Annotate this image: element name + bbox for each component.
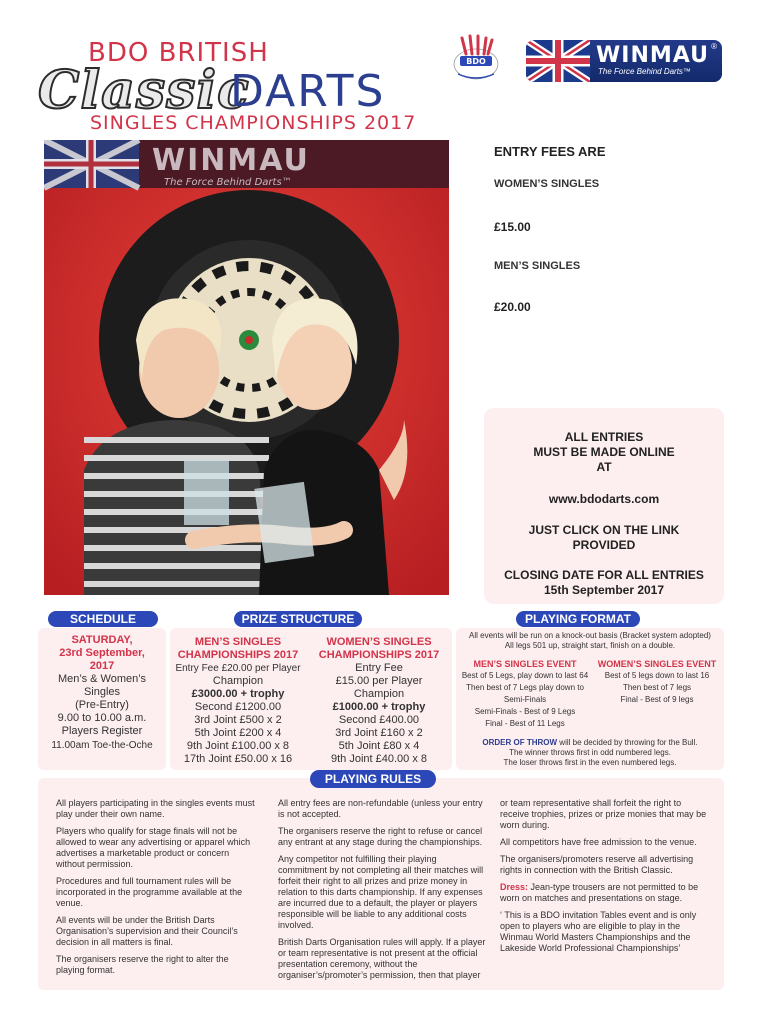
mens-prize-title2: CHAMPIONSHIPS 2017 bbox=[177, 649, 299, 661]
title-bdo-british: BDO BRITISH bbox=[88, 38, 269, 68]
schedule-line4: 9.00 to 10.00 a.m. bbox=[57, 712, 147, 724]
bdo-logo-text: BDO bbox=[466, 57, 486, 66]
order-line3: The loser throws first in the even numbered legs. bbox=[503, 758, 677, 767]
mens-event-line: Final - Best of 11 Legs bbox=[485, 719, 565, 728]
website-link[interactable]: www.bdodarts.com bbox=[548, 492, 660, 506]
mens-event-line: Best of 5 Legs, play down to last 64 bbox=[461, 671, 589, 680]
prize-panel bbox=[170, 628, 452, 770]
rule-paragraph: All competitors have free admission to the venue. bbox=[500, 837, 697, 847]
format-intro2: All legs 501 up, straight start, finish on a double. bbox=[504, 641, 676, 650]
womens-prize-line: Entry Fee bbox=[355, 662, 403, 674]
mens-fee-amount: £20.00 bbox=[494, 300, 531, 314]
closing-date-label: CLOSING DATE FOR ALL ENTRIES bbox=[504, 568, 704, 582]
womens-event-line: Then best of 7 legs bbox=[622, 683, 692, 692]
schedule-day: SATURDAY, bbox=[71, 634, 133, 646]
womens-prize-line: 9th Joint £40.00 x 8 bbox=[330, 753, 427, 765]
bdo-logo bbox=[448, 34, 504, 82]
womens-prize-title2: CHAMPIONSHIPS 2017 bbox=[318, 649, 440, 661]
rule-paragraph: The organisers reserve the right to alter the playing format. bbox=[56, 954, 229, 975]
schedule-line3: (Pre-Entry) bbox=[75, 699, 129, 711]
entries-line2: MUST BE MADE ONLINE bbox=[533, 445, 675, 459]
mens-prize-line: Champion bbox=[212, 675, 264, 687]
mens-prize-line: 17th Joint £50.00 x 16 bbox=[183, 753, 293, 765]
womens-event-title: WOMEN’S SINGLES EVENT bbox=[597, 659, 717, 669]
winmau-logo-text: WINMAU bbox=[596, 43, 709, 68]
mens-prize-line: Second £1200.00 bbox=[194, 701, 282, 713]
winners-photo bbox=[44, 140, 449, 595]
rule-paragraph: British Darts Organisation rules will apply. If a player or team representative is not present at the official presentation ceremony, without the organiser’s/promoter’s permission, then that player bbox=[278, 937, 486, 980]
schedule-line1: Men’s & Women’s bbox=[57, 673, 147, 685]
rules-panel bbox=[38, 778, 724, 990]
mens-event-line: Semi-Finals bbox=[503, 695, 547, 704]
rules-column-2 bbox=[278, 798, 488, 987]
mens-event-title: MEN’S SINGLES EVENT bbox=[473, 659, 577, 669]
schedule-date: 23rd September, bbox=[59, 647, 145, 659]
registered-mark: ® bbox=[711, 42, 717, 51]
entries-line3: AT bbox=[596, 460, 612, 474]
womens-prize-line: Second £400.00 bbox=[338, 714, 420, 726]
rule-paragraph: or team representative shall forfeit the right to receive trophies, prizes or prize monies that may be worn during. bbox=[500, 798, 707, 830]
winmau-tagline: The Force Behind Darts™ bbox=[598, 67, 691, 76]
order-line2: The winner throws first in odd numbered legs. bbox=[509, 748, 671, 757]
dress-text: Jean-type trousers are not permitted to be worn on matches and presentations on stage. bbox=[500, 882, 699, 903]
photo-illustration bbox=[44, 140, 449, 595]
title-darts: DARTS bbox=[230, 66, 386, 117]
entry-fees-panel bbox=[484, 138, 724, 400]
womens-fee-amount: £15.00 bbox=[494, 220, 531, 234]
womens-prize-line: £1000.00 + trophy bbox=[332, 701, 426, 713]
rules-column-1 bbox=[56, 798, 258, 982]
rule-paragraph: Players who qualify for stage finals will not be allowed to wear any advertising or apparel which advertises a marketable product or concern without permission. bbox=[56, 826, 251, 869]
click-link-line1: JUST CLICK ON THE LINK bbox=[528, 523, 680, 537]
rules-heading: PLAYING RULES bbox=[310, 770, 436, 788]
schedule-heading: SCHEDULE bbox=[48, 611, 158, 627]
entries-line1: ALL ENTRIES bbox=[564, 430, 644, 444]
schedule-year: 2017 bbox=[89, 660, 115, 672]
photo-banner-text: WINMAU bbox=[152, 143, 310, 178]
order-of-throw-text: will be decided by throwing for the Bull. bbox=[557, 738, 698, 747]
rule-paragraph: Procedures and full tournament rules will be incorporated in the programme available at the venue. bbox=[56, 876, 243, 908]
womens-prize-line: £15.00 per Player bbox=[335, 675, 423, 687]
rule-paragraph: The organisers reserve the right to refuse or cancel any entrant at any stage during the championships. bbox=[278, 826, 483, 847]
mens-prize-line: Entry Fee £20.00 per Player bbox=[175, 663, 301, 674]
schedule-line2: Singles bbox=[83, 686, 121, 698]
format-intro1: All events will be run on a knock-out basis (Bracket system adopted) bbox=[469, 631, 711, 640]
womens-fee-label: WOMEN’S SINGLES bbox=[494, 178, 600, 190]
order-of-throw bbox=[456, 738, 724, 748]
mens-prize-line: 3rd Joint £500 x 2 bbox=[194, 714, 282, 726]
photo-banner-tagline: The Force Behind Darts™ bbox=[164, 177, 292, 188]
mens-prize-line: £3000.00 + trophy bbox=[191, 688, 285, 700]
schedule-line5: Players Register bbox=[61, 725, 143, 737]
prize-heading: PRIZE STRUCTURE bbox=[234, 611, 362, 627]
format-panel bbox=[456, 628, 724, 770]
title-classic: Classic bbox=[38, 60, 250, 121]
entry-fees-title: ENTRY FEES ARE bbox=[494, 144, 606, 159]
womens-prize-line: 5th Joint £80 x 4 bbox=[338, 740, 420, 752]
winmau-logo bbox=[526, 40, 722, 82]
mens-event-line: Then best of 7 Legs play down to bbox=[466, 683, 584, 692]
mens-prize-line: 5th Joint £200 x 4 bbox=[194, 727, 282, 739]
womens-prize-line: 3rd Joint £160 x 2 bbox=[335, 727, 423, 739]
rule-paragraph: All events will be under the British Darts Organisation’s supervision and their Council’s decision in all matters is final. bbox=[56, 915, 238, 947]
rules-column-3 bbox=[500, 798, 712, 960]
mens-event-line: Semi-Finals - Best of 9 Legs bbox=[474, 707, 576, 716]
dress-label: Dress: bbox=[500, 882, 529, 892]
rule-paragraph: All players participating in the singles events must play under their own name. bbox=[56, 798, 255, 819]
title-singles-championships: SINGLES CHAMPIONSHIPS 2017 bbox=[90, 112, 417, 134]
schedule-line6: 11.00am Toe-the-Oche bbox=[51, 740, 153, 751]
schedule-panel bbox=[38, 628, 166, 770]
order-of-throw-label: ORDER OF THROW bbox=[482, 738, 558, 747]
format-heading: PLAYING FORMAT bbox=[516, 611, 640, 627]
rule-paragraph: ‘ This is a BDO invitation Tables event and is only open to players who are eligible to play in the Winmau World Masters Championships and the Lakeside World Professional Championships’ bbox=[500, 910, 697, 953]
click-link-line2: PROVIDED bbox=[572, 538, 636, 552]
rule-dress bbox=[500, 882, 712, 904]
womens-event-line: Best of 5 legs down to last 16 bbox=[604, 671, 710, 680]
closing-date-value: 15th September 2017 bbox=[543, 583, 665, 597]
union-flag-icon bbox=[526, 40, 590, 82]
womens-prize-title1: WOMEN’S SINGLES bbox=[326, 636, 432, 648]
mens-prize-title1: MEN’S SINGLES bbox=[194, 636, 282, 648]
rule-paragraph: The organisers/promoters reserve all advertising rights in connection with the British Classic. bbox=[500, 854, 694, 875]
womens-event-line: Final - Best of 9 legs bbox=[620, 695, 694, 704]
online-entries-panel bbox=[484, 408, 724, 604]
womens-prize-line: Champion bbox=[353, 688, 405, 700]
rule-paragraph: All entry fees are non-refundable (unless your entry is not accepted. bbox=[278, 798, 483, 819]
rule-paragraph: Any competitor not fulfilling their playing commitment by not completing all their matches will forfeit their right to all prizes and prize money in relation to this darts championship. If any expenses are incurred due to a default, the player or players responsible will be liable to any additional costs involved. bbox=[278, 854, 484, 930]
mens-prize-line: 9th Joint £100.00 x 8 bbox=[186, 740, 290, 752]
mens-fee-label: MEN’S SINGLES bbox=[494, 260, 581, 272]
